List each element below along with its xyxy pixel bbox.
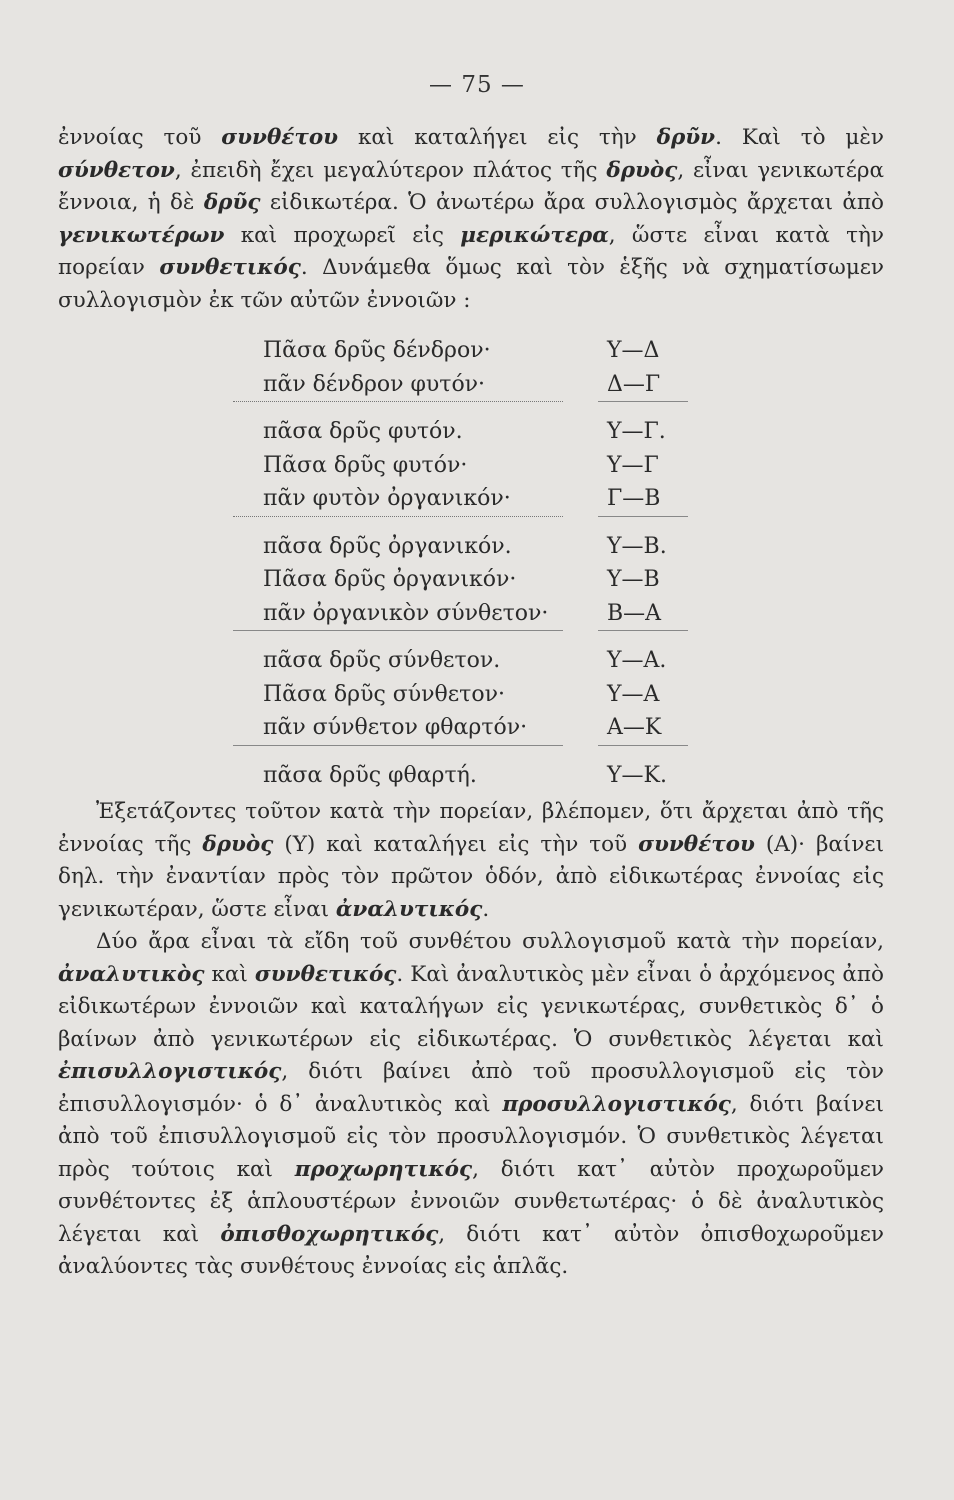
- rule-line-left: [233, 516, 563, 517]
- emphasized-term: ἀναλυτικὸς: [58, 961, 205, 987]
- emphasized-term: μερικώτερα: [460, 222, 609, 248]
- paragraph-kinds: Δύο ἄρα εἶναι τὰ εἴδη τοῦ συνθέτου συλλογισμοῦ κατὰ τὴν πορείαν, ἀναλυτικὸς καὶ συνθετικός. Καὶ ἀναλυτικὸς μὲν εἶναι ὁ ἀρχόμενος ἀπὸ εἰδικωτέρων ἐννοιῶν καὶ καταλήγων εἰς γενικωτέρας, συνθετικὸς δ᾽ ὁ βαίνων ἀπὸ γενικωτέρων εἰς εἰδικωτέρας. Ὁ συνθετικὸς λέγεται καὶ ἐπισυλλογιστικός, διότι βαίνει ἀπὸ τοῦ προσυλλογισμοῦ εἰς τὸν ἐπισυλλογισμόν· ὁ δ᾽ ἀναλυτικὸς καὶ προσυλλογιστικός, διότι βαίνει ἀπὸ τοῦ ἐπισυλλογισμοῦ εἰς τὸν προσυλλογισμόν. Ὁ συνθετικὸς λέγεται πρὸς τούτοις καὶ προχωρητικός, διότι κατ᾽ αὐτὸν προχωροῦμεν συνθέτοντες ἐξ ἁπλουστέρων ἐννοιῶν συνθετωτέρας· ὁ δὲ ἀναλυτικὸς λέγεται καὶ ὀπισθοχωρητικός, διότι κατ᾽ αὐτὸν ὀπισθοχωροῦμεν ἀναλύοντες τὰς συνθέτους ἐννοίας εἰς ἁπλᾶς.: [58, 929, 884, 1279]
- premise-row: [263, 453, 703, 487]
- premise-text: Πᾶσα δρῦς σύνθετον·: [263, 681, 505, 707]
- premise-text: Πᾶσα δρῦς δένδρον·: [263, 338, 491, 363]
- emphasized-term: δρῦς: [203, 190, 261, 215]
- rule-line-right: [598, 745, 688, 746]
- rule-line-left: [233, 745, 563, 746]
- conclusion-rule: [263, 745, 703, 751]
- premise-symbol: Α—Κ: [607, 715, 662, 740]
- premise-text: Πᾶσα δρῦς φυτόν·: [263, 452, 468, 478]
- emphasized-term: δρυὸς: [606, 157, 678, 183]
- conclusion-row: [263, 419, 703, 453]
- conclusion-text: πᾶσα δρῦς φθαρτή.: [263, 762, 477, 788]
- emphasized-term: συνθετικός: [254, 961, 397, 987]
- syllogism-table: [263, 338, 703, 796]
- emphasized-term: προσυλλογιστικός: [502, 1091, 731, 1117]
- conclusion-text: πᾶσα δρῦς ὀργανικόν.: [263, 533, 512, 559]
- premise-row: [263, 567, 703, 601]
- emphasized-term: σύνθετον: [58, 157, 175, 183]
- conclusion-row: [263, 648, 703, 682]
- conclusion-rule: [263, 401, 703, 407]
- rule-line-right: [598, 630, 688, 631]
- conclusion-symbol: Υ—Α.: [607, 648, 667, 673]
- premise-symbol: Γ—Β: [607, 486, 661, 511]
- premise-symbol: Υ—Γ: [607, 452, 659, 478]
- premise-text: πᾶν φυτὸν ὀργανικόν·: [263, 486, 511, 511]
- rule-line-right: [598, 401, 688, 402]
- emphasized-term: συνθέτου: [221, 125, 339, 150]
- emphasized-term: δρῦν: [656, 125, 716, 150]
- emphasized-term: ἀναλυτικός: [335, 896, 483, 922]
- emphasized-term: δρυὸς: [202, 831, 274, 857]
- conclusion-row: [263, 534, 703, 568]
- premise-symbol: Υ—Β: [607, 567, 660, 592]
- premise-symbol: Υ—Α: [607, 681, 660, 707]
- rule-line-left: [233, 630, 563, 631]
- body-paragraphs: [58, 796, 884, 1284]
- premise-symbol: Β—Α: [607, 600, 662, 626]
- premise-row: [263, 682, 703, 716]
- premise-row: [263, 486, 703, 520]
- premise-text: πᾶν ὀργανικὸν σύνθετον·: [263, 600, 549, 626]
- premise-text: Πᾶσα δρῦς ὀργανικόν·: [263, 567, 517, 592]
- intro-paragraph: [58, 122, 884, 317]
- conclusion-rule: [263, 516, 703, 522]
- emphasized-term: συνθετικός: [159, 255, 301, 280]
- emphasized-term: συνθέτου: [638, 831, 755, 857]
- premise-text: πᾶν δένδρον φυτόν·: [263, 371, 486, 397]
- conclusion-symbol: Υ—Γ.: [607, 419, 666, 444]
- emphasized-term: γενικωτέρων: [58, 222, 225, 248]
- rule-line-left: [233, 401, 563, 402]
- rule-line-right: [598, 516, 688, 517]
- emphasized-term: ὀπισθοχωρητικός: [220, 1221, 439, 1247]
- conclusion-row: [263, 763, 703, 797]
- emphasized-term: προχωρητικός: [294, 1156, 473, 1182]
- conclusion-text: πᾶσα δρῦς φυτόν.: [263, 419, 463, 444]
- premise-symbol: Υ—Δ: [607, 338, 660, 363]
- premise-row: [263, 338, 703, 372]
- conclusion-text: πᾶσα δρῦς σύνθετον.: [263, 648, 501, 673]
- conclusion-symbol: Υ—Β.: [607, 533, 667, 559]
- conclusion-symbol: Υ—Κ.: [607, 762, 667, 788]
- premise-row: [263, 715, 703, 749]
- intro-text: ἐννοίας τοῦ συνθέτου καὶ καταλήγει εἰς τὴν δρῦν. Καὶ τὸ μὲν σύνθετον, ἐπειδὴ ἔχει μεγαλύτερον πλάτος τῆς δρυὸς, εἶναι γενικωτέρα ἔννοια, ἡ δὲ δρῦς εἰδικωτέρα. Ὁ ἀνωτέρω ἄρα συλλογισμὸς ἄρχεται ἀπὸ γενικωτέρων καὶ προχωρεῖ εἰς μερικώτερα, ὥστε εἶναι κατὰ τὴν πορείαν συνθετικός. Δυνάμεθα ὅμως καὶ τὸν ἑξῆς νὰ σχηματίσωμεν συλλογισμὸν ἐκ τῶν αὐτῶν ἐννοιῶν :: [58, 125, 884, 313]
- premise-symbol: Δ—Γ: [607, 371, 661, 397]
- premise-text: πᾶν σύνθετον φθαρτόν·: [263, 715, 528, 740]
- premise-row: [263, 372, 703, 406]
- conclusion-rule: [263, 630, 703, 636]
- premise-row: [263, 601, 703, 635]
- emphasized-term: ἐπισυλλογιστικός: [58, 1059, 282, 1084]
- paragraph-analysis: Ἐξετάζοντες τοῦτον κατὰ τὴν πορείαν, βλέπομεν, ὅτι ἄρχεται ἀπὸ τῆς ἐννοίας τῆς δρυὸς (Υ) καὶ καταλήγει εἰς τὴν τοῦ συνθέτου (Α)· βαίνει δηλ. τὴν ἐναντίαν πρὸς τὸν πρῶτον ὁδόν, ἀπὸ εἰδικωτέρας ἐννοίας εἰς γενικωτέραν, ὥστε εἶναι ἀναλυτικός.: [58, 799, 884, 922]
- page-number: — 75 —: [429, 72, 525, 98]
